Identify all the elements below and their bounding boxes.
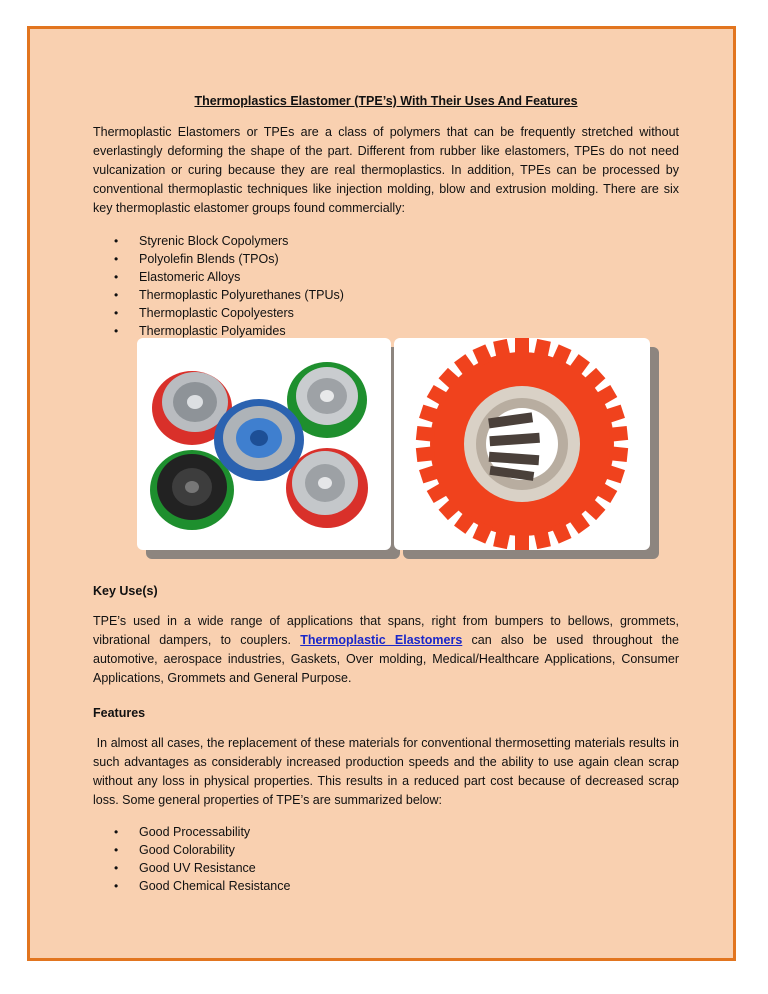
gear-image bbox=[394, 338, 650, 550]
list-item: • Thermoplastic Copolyesters bbox=[93, 304, 344, 322]
key-uses-text-start: TPE’s used in a wide range of applications that spans, right from bumpers to bellows, grommets, vibrational dampers, to couplers. bbox=[93, 614, 679, 647]
list-item: • Elastomeric Alloys bbox=[93, 268, 344, 286]
document-title: Thermoplastics Elastomer (TPE’s) With Their Uses And Features bbox=[194, 94, 578, 108]
gear-photo bbox=[394, 338, 650, 550]
features-list bbox=[93, 823, 290, 895]
key-uses-heading: Key Use(s) bbox=[93, 584, 158, 598]
thermoplastic-elastomers-link[interactable]: Thermoplastic Elastomers bbox=[300, 633, 463, 647]
key-uses-text-end: can also be used throughout the automotive, aerospace industries, Gaskets, Over molding, Medical/Healthcare Applications, Consumer Applications, Grommets and General Purpose. bbox=[93, 633, 679, 685]
polyurethane-wheels-image bbox=[137, 338, 391, 550]
features-heading: Features bbox=[93, 706, 146, 720]
tpe-groups-list bbox=[93, 232, 344, 340]
wheels-photo bbox=[137, 338, 391, 550]
features-paragraph: In almost all cases, the replacement of these materials for conventional thermosetting materials results in such advantages as considerably increased production speeds and the ability to use again clean scrap without any loss in physical properties. This results in a reduced part cost because of decreased scrap loss. Some general properties of TPE’s are summarized below: bbox=[93, 736, 683, 807]
list-item: • Good Colorability bbox=[93, 841, 290, 859]
list-item: • Good Processability bbox=[93, 823, 290, 841]
list-item: • Styrenic Block Copolymers bbox=[93, 232, 344, 250]
list-item: • Thermoplastic Polyurethanes (TPUs) bbox=[93, 286, 344, 304]
page-frame bbox=[27, 26, 736, 961]
list-item: • Thermoplastic Polyamides bbox=[93, 322, 344, 340]
list-item: • Good UV Resistance bbox=[93, 859, 290, 877]
list-item: • Polyolefin Blends (TPOs) bbox=[93, 250, 344, 268]
list-item: • Good Chemical Resistance bbox=[93, 877, 290, 895]
key-uses-paragraph bbox=[93, 612, 679, 688]
intro-paragraph: Thermoplastic Elastomers or TPEs are a class of polymers that can be frequently stretched without everlastingly deforming the shape of the part. Different from rubber like elastomers, TPEs do not need vulcanization or curing because they are real thermoplastics. In addition, TPEs can be processed by conventional thermoplastic techniques like injection molding, blow and extrusion molding. There are six key thermoplastic elastomer groups found commercially: bbox=[93, 125, 679, 215]
